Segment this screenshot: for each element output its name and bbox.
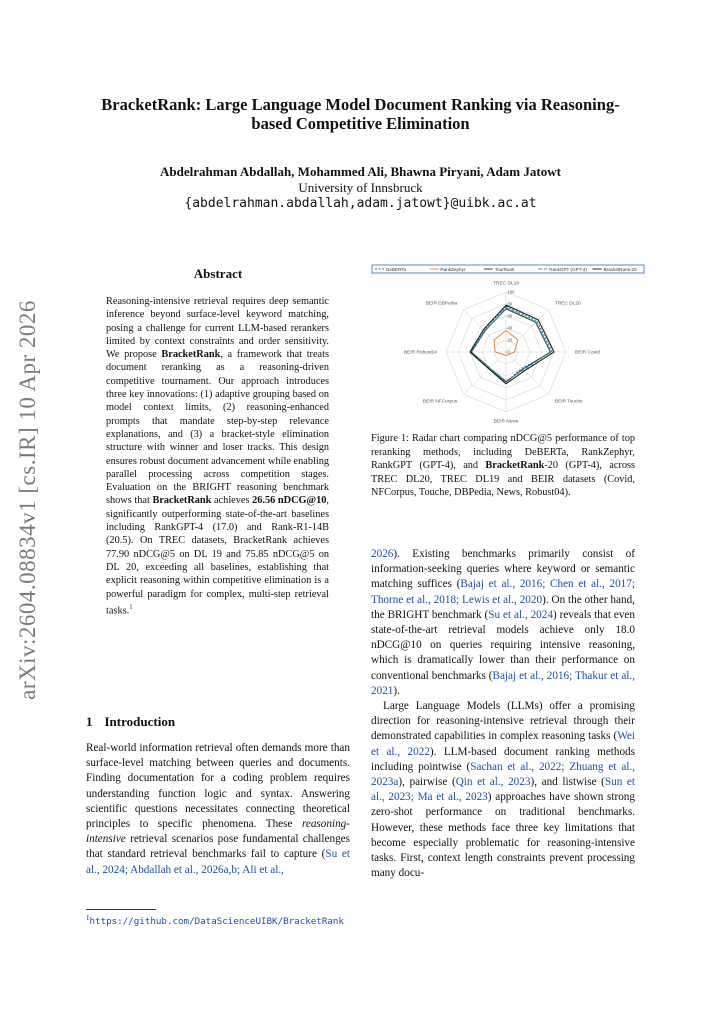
tick-label: 80 [507, 301, 513, 307]
citation-link[interactable]: Qin et al., 2023 [455, 776, 531, 789]
tick-label: 100 [507, 289, 515, 295]
footnote: $^1$https://github.com/DataScienceUIBK/BracketRank [86, 914, 344, 928]
citation-link[interactable]: 2026 [371, 548, 394, 560]
legend-entry: RankZephyr [440, 266, 466, 272]
section-heading: 1 Introduction [86, 714, 176, 729]
citation-link[interactable]: Bajaj et al., 2016; Thakur et al., 2021 [371, 669, 635, 697]
tick-label: 60 [507, 313, 513, 319]
citation-link[interactable]: Su et al., 2024 [488, 608, 553, 621]
arxiv-stamp: arXiv:2604.08834v1 [cs.IR] 10 Apr 2026 [15, 300, 40, 700]
author-list: Abdelrahman Abdallah, Mohammed Ali, Bhawna Piryani, Adam Jatowt [160, 164, 561, 179]
footnote-ref[interactable]: 1 [129, 602, 133, 611]
legend-entry: DeBERTa [386, 266, 407, 272]
radar-chart [371, 262, 646, 424]
citation-link[interactable]: Su et al., 2024; Abdallah et al., 2026a,b; Ali et al., [86, 848, 350, 876]
paper-title: BracketRank: Large Language Model Document Ranking via Reasoning-based Competitive Elimination [101, 95, 620, 133]
axis-label: BEIR Robust04 [403, 350, 437, 356]
tick-label: 20 [507, 337, 513, 343]
legend-entry: RankGPT (GPT-4) [549, 266, 587, 272]
footnote-link[interactable]: https://github.com/DataScienceUIBK/BracketRank [89, 916, 344, 928]
tick-label: 40 [507, 325, 513, 331]
author-email[interactable]: {abdelrahman.abdallah,adam.jatowt}@uibk.ac.at [184, 196, 537, 211]
footnote-rule [86, 909, 156, 910]
intro-paragraph: Real-world information retrieval often demands more than surface-level matching between queries and documents. Finding documentation for a coding problem requires understanding function logic and syntax. Answering scientific questions necessitates connecting theoretical principles to specific phenomena. These reasoning-intensive retrieval scenarios pose fundamental challenges that standard retrieval benchmarks fail to capture (Su et al., 2024; Abdallah et al., 2026a,b; Ali et al., [86, 742, 350, 876]
axis-label: TREC DL20 [554, 301, 581, 307]
intro-column-two: 2026). Existing benchmarks primarily consist of information-seeking queries where keyword or semantic matching suffices (Bajaj et al., 2016; Chen et al., 2017; Thorne et al., 2018; Lewis et al., 2020). On the other hand, the BRIGHT benchmark (Su et al., 2024) reveals that even state-of-the-art retrieval models achieve only 18.0 nDCG@10 on queries requiring intensive reasoning, which is dramatically lower than their performance on conventional benchmarks (Bajaj et al., 2016; Thakur et al., 2021). Large Language Models (LLMs) offer a promising direction for reasoning-intensive retrieval through their demonstrated capabilities in complex reasoning tasks (Wei et al., 2022). LLM-based document ranking methods including pointwise (Sachan et al., 2022; Zhuang et al., 2023a), pairwise (Qin et al., 2023), and listwise (Sun et al., 2023; Ma et al., 2023) approaches have shown strong zero-shot performance on traditional benchmarks. However, these methods face three key limitations that become especially problematic for reasoning-intensive tasks. First, context length constraints prevent processing many docu- [371, 548, 636, 880]
axis-label: BEIR News [493, 419, 519, 424]
legend-entry: BracketRank-20 [603, 266, 637, 272]
abstract-body: Reasoning-intensive retrieval requires deep semantic inference beyond surface-level keyword matching, posing a challenge for current LLM-based rerankers limited by context constraints and order sensitivity. We propose BracketRank, a framework that treats document reranking as a reasoning-driven competitive tournament. Our approach introduces three key innovations: (1) adaptive grouping based on model context limits, (2) reasoning-enhanced prompts that mandate step-by-step relevance explanations, and (3) a bracket-style elimination structure with winner and loser tracks. This design ensures robust document advancement while enabling parallel processing across competition stages. Evaluation on the BRIGHT reasoning benchmark shows that BracketRank achieves 26.56 nDCG@10, significantly outperforming state-of-the-art baselines including RankGPT-4 (17.0) and Rank-R1-14B (20.5). On TREC datasets, BracketRank achieves 77.90 nDCG@5 on DL 19 and 75.85 nDCG@5 on DL 20, exceeding all baselines, establishing that explicit reasoning within competitive elimination is a powerful paradigm for complex, multi-step retrieval tasks.$^1$ [106, 296, 329, 617]
citation-link[interactable]: Sun et al., 2023; Ma et al., 2023 [371, 776, 636, 804]
legend-entry: TourRank [494, 266, 515, 272]
citation-link[interactable]: Bajaj et al., 2016; Chen et al., 2017; Thorne et al., 2018; Lewis et al., 2020 [371, 578, 635, 606]
affiliation: University of Innsbruck [298, 180, 423, 195]
abstract-heading: Abstract [193, 266, 243, 281]
axis-label: BEIR NFCorpus [422, 399, 458, 405]
tick-label: 0 [507, 349, 510, 355]
axis-label: BEIR DBPedia [425, 301, 458, 307]
axis-label: BEIR Touche [554, 399, 583, 405]
citation-link[interactable]: Wei et al., 2022 [371, 730, 635, 758]
citation-link[interactable]: Sachan et al., 2022; Zhuang et al., 2023a [371, 760, 635, 789]
axis-label: BEIR Covid [575, 350, 600, 356]
axis-label: TREC DL19 [493, 281, 519, 287]
figure-caption: Figure 1: Radar chart comparing nDCG@5 performance of top reranking methods, including DeBERTa, RankZephyr, RankGPT (GPT-4), and BracketRank-20 (GPT-4), across TREC DL20, TREC DL19 and BEIR datasets (Covid, NFCorpus, Touche, DBPedia, News, Robust04). [371, 433, 636, 499]
